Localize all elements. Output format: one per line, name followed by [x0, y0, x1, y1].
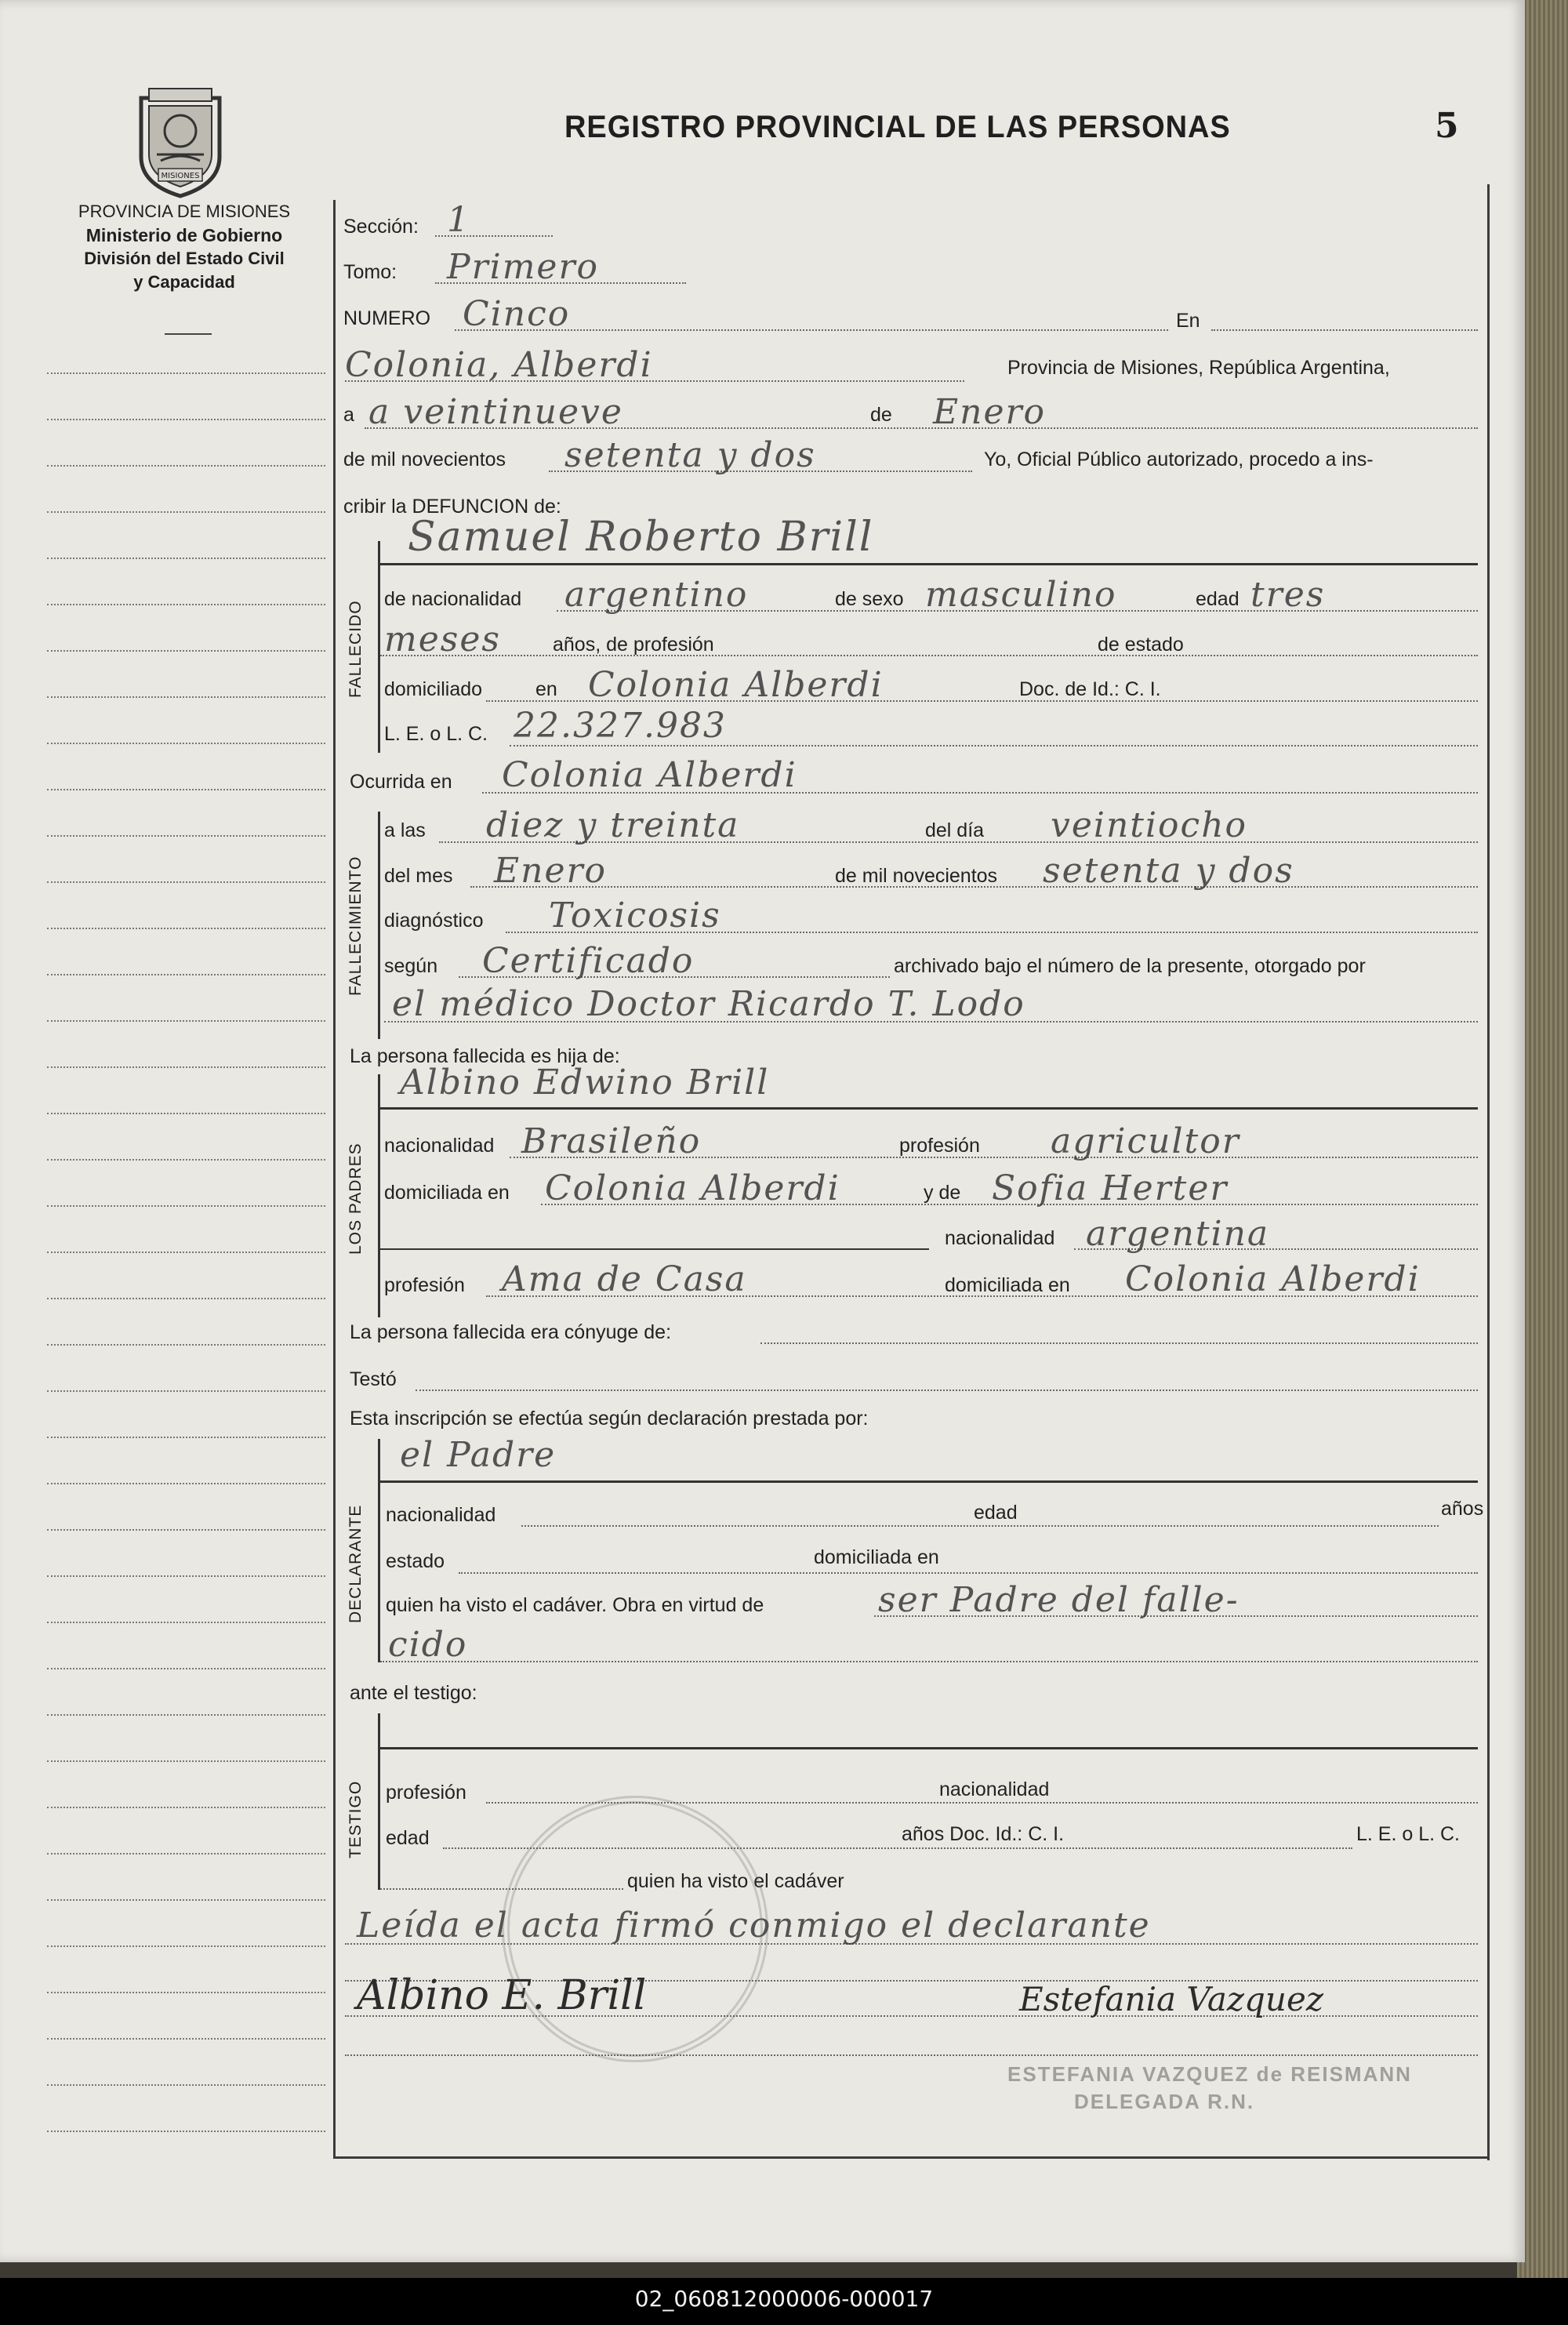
madre-name-line [380, 1248, 929, 1250]
declarante-nacionalidad-label: nacionalidad [386, 1504, 496, 1526]
fallecido-sexo-value: masculino [925, 575, 1117, 615]
margin-rule-line [47, 928, 325, 929]
fallecimiento-otorgado-value: el médico Doctor Ricardo T. Lodo [392, 984, 1025, 1024]
declarante-name-line [380, 1480, 1478, 1483]
ante-testigo-label: ante el testigo: [350, 1682, 477, 1704]
fallecido-name-value: Samuel Roberto Brill [408, 514, 874, 561]
testigo-profesion-label: profesión [386, 1782, 466, 1804]
page-title: REGISTRO PROVINCIAL DE LAS PERSONAS [564, 110, 1231, 144]
declarante-cadaver-label: quien ha visto el cadáver. Obra en virtud de [386, 1594, 764, 1616]
declarante-virtud-cont-line [380, 1661, 1478, 1662]
fallecido-edad-value: tres [1250, 575, 1326, 615]
provincia-text: Provincia de Misiones, República Argentina, [1007, 357, 1390, 379]
issuer-capacity: y Capacidad [133, 272, 235, 292]
declarante-virtud-value: ser Padre del falle- [878, 1580, 1240, 1620]
margin-rule-line [47, 1159, 325, 1161]
fallecido-name-line [380, 563, 1478, 565]
testigo-nacionalidad-label: nacionalidad [939, 1778, 1050, 1800]
margin-rule-line [47, 1714, 325, 1716]
madre-nacionalidad-label: nacionalidad [945, 1227, 1055, 1249]
stamp-line-2: DELEGADA R.N. [1074, 2090, 1255, 2113]
dia-value: a veintinueve [368, 392, 623, 432]
inscribir-text: cribir la DEFUNCION de: [343, 496, 561, 518]
ocurrida-label: Ocurrida en [350, 771, 452, 793]
fallecimiento-del-dia-label: del día [925, 819, 985, 841]
fallecido-estado-label: de estado [1098, 634, 1184, 656]
margin-rule-line [47, 1668, 325, 1669]
form-frame-right [1487, 184, 1490, 2160]
margin-rule-line [47, 2038, 325, 2040]
oficial-text: Yo, Oficial Público autorizado, procedo a ins- [984, 449, 1374, 470]
tomo-value: Primero [447, 247, 599, 287]
fallecido-domicilio-label: domiciliado [384, 678, 483, 700]
fallecido-profesion-line [380, 655, 1478, 656]
declarante-virtud-cont-value: cido [388, 1625, 468, 1665]
testo-line [416, 1390, 1478, 1391]
fallecimiento-segun-label: según [384, 955, 438, 977]
fallecimiento-a-las-label: a las [384, 819, 426, 841]
fallecido-le-label: L. E. o L. C. [384, 723, 488, 745]
fallecido-sexo-label: de sexo [835, 588, 904, 610]
page-number: 5 [1435, 106, 1459, 146]
official-stamp-ring [502, 1796, 768, 2062]
margin-rule-line [47, 604, 325, 605]
margin-rule-line [47, 2131, 325, 2132]
fallecimiento-mes-value: Enero [494, 851, 608, 891]
issuer-division: División del Estado Civil [84, 249, 285, 268]
testigo-le-label: L. E. o L. C. [1356, 1823, 1461, 1845]
fallecimiento-segun-value: Certificado [482, 941, 695, 981]
testigo-doc-label: años Doc. Id.: C. I. [902, 1823, 1065, 1845]
seccion-label: Sección: [343, 216, 419, 238]
declarante-section-label: DECLARANTE [347, 1504, 365, 1623]
fallecido-nacionalidad-label: de nacionalidad [384, 588, 522, 610]
margin-rule-line [47, 835, 325, 837]
footer-image-code: 02_060812000006-000017 [634, 2286, 934, 2312]
madre-name-value: Sofia Herter [992, 1168, 1229, 1208]
declarante-edad-label: edad [974, 1502, 1018, 1524]
issuer-province: PROVINCIA DE MISIONES [78, 202, 291, 221]
margin-rule-line [47, 974, 325, 975]
margin-rule-line [47, 1344, 325, 1346]
signature-left: Albino E. Brill [357, 1972, 647, 2019]
hija-label: La persona fallecida es hija de: [350, 1045, 620, 1067]
testo-label: Testó [350, 1368, 397, 1390]
fallecido-anios-label: años, de profesión [553, 634, 714, 656]
padres-section-label: LOS PADRES [347, 1143, 365, 1255]
margin-rule-line [47, 1853, 325, 1855]
padre-profesion-label: profesión [899, 1135, 980, 1157]
margin-rule-line [47, 1113, 325, 1114]
madre-nacionalidad-value: argentina [1086, 1214, 1270, 1254]
margin-rule-line [47, 1020, 325, 1022]
numero-value: Cinco [463, 294, 571, 334]
padre-nacionalidad-label: nacionalidad [384, 1135, 495, 1157]
ocurrida-value: Colonia Alberdi [502, 755, 797, 795]
seal-text: MISIONES [161, 172, 200, 180]
form-frame-left [333, 200, 336, 2156]
testigo-edad-label: edad [386, 1827, 430, 1849]
fallecimiento-archivado-text: archivado bajo el número de la presente, otorgado por [894, 955, 1366, 977]
inscripcion-label: Esta inscripción se efectúa según declaración prestada por: [350, 1408, 869, 1430]
padre-domicilio-label: domiciliada en [384, 1182, 510, 1204]
fallecido-doc-label: Doc. de Id.: C. I. [1019, 678, 1161, 700]
margin-rule-line [47, 1992, 325, 1993]
mil-label: de mil novecientos [343, 449, 506, 470]
madre-profesion-label: profesión [384, 1274, 465, 1296]
fallecido-section-label: FALLECIDO [347, 600, 365, 698]
margin-rule-line [47, 558, 325, 559]
margin-rule-line [47, 1205, 325, 1207]
declarante-domicilio-label: domiciliada en [814, 1546, 939, 1568]
stamp-line-1: ESTEFANIA VAZQUEZ de REISMANN [1007, 2062, 1412, 2086]
en-label: En [1176, 310, 1200, 332]
fallecimiento-dia-value: veintiocho [1051, 805, 1248, 845]
margin-rule-line [47, 1622, 325, 1623]
padre-name-line [380, 1107, 1478, 1110]
margin-rule-line [47, 1899, 325, 1901]
en-line [1211, 329, 1478, 331]
margin-rule-line [47, 789, 325, 790]
margin-rule-line [47, 1437, 325, 1438]
testigo-name-line [380, 1747, 1478, 1749]
declarante-nacionalidad-line [521, 1525, 1439, 1527]
madre-domicilio-label: domiciliada en [945, 1274, 1070, 1296]
lugar-value: Colonia, Alberdi [345, 345, 653, 385]
de-label: de [870, 404, 892, 426]
form-frame-bottom [333, 2156, 1490, 2159]
padre-domicilio-value: Colonia Alberdi [545, 1168, 840, 1208]
fallecido-domicilio-value: Colonia Alberdi [588, 665, 884, 705]
mes-value: Enero [933, 392, 1047, 432]
fallecimiento-section-label: FALLECIMIENTO [347, 856, 365, 996]
seccion-value: 1 [447, 200, 470, 240]
margin-rule-line [47, 881, 325, 883]
conyuge-label: La persona fallecida era cónyuge de: [350, 1321, 672, 1343]
margin-rule-line [47, 1945, 325, 1947]
madre-domicilio-value: Colonia Alberdi [1125, 1259, 1421, 1299]
issuer-block [24, 200, 345, 294]
fallecido-nacionalidad-value: argentino [564, 575, 749, 615]
padre-profesion-value: agricultor [1051, 1121, 1240, 1161]
testigo-cadaver-label: quien ha visto el cadáver [627, 1870, 844, 1892]
fallecido-domicilio-en-label: en [535, 678, 557, 700]
closing-line-4 [345, 2054, 1478, 2056]
margin-rule-line [47, 1298, 325, 1299]
issuer-ministry: Ministerio de Gobierno [85, 225, 283, 245]
declarante-anios-label: años [1441, 1498, 1484, 1520]
margin-rule-line [47, 743, 325, 744]
fallecimiento-mil-label: de mil novecientos [835, 865, 998, 887]
madre-profesion-value: Ama de Casa [502, 1259, 747, 1299]
numero-label: NUMERO [343, 307, 431, 329]
fallecido-edad-label: edad [1196, 588, 1240, 610]
testigo-section-label: TESTIGO [347, 1780, 365, 1858]
margin-rule-line [47, 1575, 325, 1577]
fallecido-doc-value: 22.327.983 [514, 706, 727, 746]
margin-rule-line [47, 1529, 325, 1531]
margin-rule-line [47, 1066, 325, 1068]
signature-right: Estefania Vazquez [1019, 1980, 1323, 2018]
margin-rule-line [47, 1252, 325, 1253]
fallecimiento-del-mes-label: del mes [384, 865, 453, 887]
fallecimiento-diagnostico-value: Toxicosis [549, 895, 721, 935]
fallecimiento-diagnostico-label: diagnóstico [384, 910, 484, 932]
declarante-name-value: el Padre [400, 1435, 557, 1475]
margin-rule-line [47, 1807, 325, 1808]
margin-rule-line [47, 511, 325, 513]
declarante-estado-label: estado [386, 1550, 445, 1572]
anio-value: setenta y dos [564, 435, 816, 475]
margin-rule-line [47, 372, 325, 374]
margin-rule-line [47, 650, 325, 652]
margin-rule-line [47, 1483, 325, 1484]
declarante-estado-line [459, 1572, 1478, 1574]
margin-rule-line [47, 2084, 325, 2086]
y-de-label: y de [924, 1182, 961, 1204]
margin-rule-line [47, 419, 325, 420]
fallecido-edad-cont-value: meses [384, 619, 501, 659]
conyuge-line [760, 1342, 1478, 1344]
closing-value: Leída el acta firmó conmigo el declarante [357, 1905, 1151, 1945]
issuer-divider [165, 333, 212, 335]
margin-rule-line [47, 1390, 325, 1392]
fallecimiento-hora-value: diez y treinta [486, 805, 740, 845]
padre-name-value: Albino Edwino Brill [400, 1063, 770, 1103]
misiones-seal-icon [125, 82, 235, 200]
margin-rule-line [47, 696, 325, 698]
tomo-label: Tomo: [343, 261, 397, 283]
a-label: a [343, 404, 354, 426]
margin-rule-line [47, 1760, 325, 1762]
fallecimiento-anio-value: setenta y dos [1043, 851, 1294, 891]
margin-rule-line [47, 465, 325, 467]
padre-nacionalidad-value: Brasileño [521, 1121, 702, 1161]
